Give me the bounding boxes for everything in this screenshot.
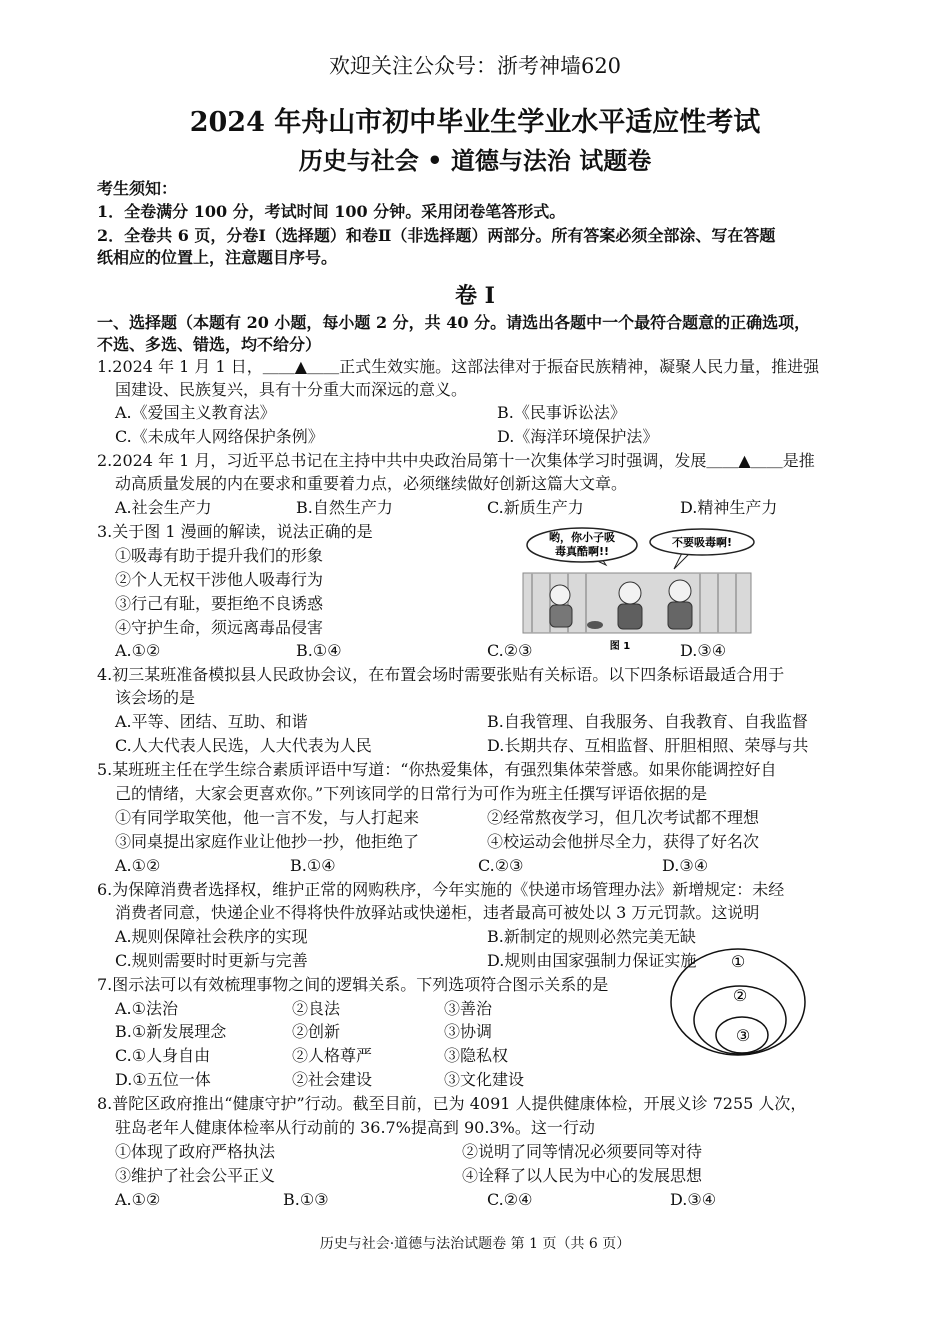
notice-item-2: 2．全卷共 6 页，分卷Ⅰ（选择题）和卷Ⅱ（非选择题）两部分。所有答案必须全部涂、写在答题 xyxy=(97,226,776,245)
q2-stem-cont: 动高质量发展的内在要求和重要着力点，必须继续做好创新这篇大文章。 xyxy=(115,474,628,493)
q8-option-a: A.①② xyxy=(115,1190,161,1209)
exam-title: 2024 年舟山市初中毕业生学业水平适应性考试 xyxy=(189,107,761,138)
q3-statement-3: ③行己有耻，要拒绝不良诱惑 xyxy=(115,594,324,613)
q8-statement-2: ②说明了同等情况必须要同等对待 xyxy=(462,1142,703,1161)
q3-statement-4: ④守护生命，须远离毒品侵害 xyxy=(115,618,324,637)
q3-statement-1: ①吸毒有助于提升我们的形象 xyxy=(115,546,324,565)
notice-item-2-cont: 纸相应的位置上，注意题目序号。 xyxy=(97,248,338,267)
watermark-text: 欢迎关注公众号：浙考神墙620 xyxy=(328,54,622,78)
q4-option-a: A.平等、团结、互助、和谐 xyxy=(115,712,308,731)
q3-option-b: B.①④ xyxy=(296,641,342,660)
q7-option-c-2: ②人格尊严 xyxy=(292,1046,373,1065)
q4-stem: 4.初三某班准备模拟县人民政协会议，在布置会场时需要张贴有关标语。以下四条标语最适合用于 xyxy=(97,665,785,684)
q8-option-c: C.②④ xyxy=(487,1190,533,1209)
comic-bubble-1-line-1: 哟，你小子吸 xyxy=(549,531,615,544)
q6-stem: 6.为保障消费者选择权，维护正常的网购秩序，今年实施的《快递市场管理办法》新增规定：未经 xyxy=(97,880,785,899)
q8-stem-cont: 驻岛老年人健康体检率从行动前的 36.7%提高到 90.3%。这一行动 xyxy=(115,1118,595,1137)
q5-option-b: B.①④ xyxy=(290,856,336,875)
q5-option-d: D.③④ xyxy=(662,856,709,875)
q3-stem: 3.关于图 1 漫画的解读，说法正确的是 xyxy=(97,522,373,541)
q8-statement-4: ④诠释了以人民为中心的发展思想 xyxy=(462,1166,703,1185)
q4-stem-cont: 该会场的是 xyxy=(115,688,196,707)
q4-option-b: B.自我管理、自我服务、自我教育、自我监督 xyxy=(487,712,808,731)
q1-option-d: D.《海洋环境保护法》 xyxy=(497,427,659,446)
q7-option-d-3: ③文化建设 xyxy=(444,1070,525,1089)
notice-item-1: 1．全卷满分 100 分，考试时间 100 分钟。采用闭卷笔答形式。 xyxy=(97,202,566,221)
q5-statement-1: ①有同学取笑他，他一言不发，与人打起来 xyxy=(115,808,420,827)
q2-option-a: A.社会生产力 xyxy=(115,498,212,517)
q5-statement-2: ②经常熬夜学习，但几次考试都不理想 xyxy=(487,808,760,827)
q7-option-d-2: ②社会建设 xyxy=(292,1070,373,1089)
q2-option-d: D.精神生产力 xyxy=(680,498,778,517)
q8-statement-3: ③维护了社会公平正义 xyxy=(115,1166,276,1185)
q6-stem-cont: 消费者同意，快递企业不得将快件放驿站或快递柜，违者最高可被处以 3 万元罚款。这说明 xyxy=(115,903,760,922)
q7-stem: 7.图示法可以有效梳理事物之间的逻辑关系。下列选项符合图示关系的是 xyxy=(97,975,609,994)
notice-heading: 考生须知： xyxy=(97,179,178,198)
q6-option-a: A.规则保障社会秩序的实现 xyxy=(115,927,308,946)
q1-option-a: A.《爱国主义教育法》 xyxy=(115,403,276,422)
q7-option-b-2: ②创新 xyxy=(292,1022,341,1041)
q7-option-b: B.①新发展理念 xyxy=(115,1022,227,1041)
q8-option-d: D.③④ xyxy=(670,1190,717,1209)
circle-label-3: ③ xyxy=(735,1026,751,1045)
section1-instructions: 一、选择题（本题有 20 小题，每小题 2 分，共 40 分。请选出各题中一个最符合题意的正确选项， xyxy=(97,313,811,332)
q3-option-a: A.①② xyxy=(115,641,161,660)
q1-option-b: B.《民事诉讼法》 xyxy=(497,403,626,422)
q1-stem-cont: 国建设、民族复兴，具有十分重大而深远的意义。 xyxy=(115,380,468,399)
q8-statement-1: ①体现了政府严格执法 xyxy=(115,1142,276,1161)
q3-option-d: D.③④ xyxy=(680,641,727,660)
q7-option-a: A.①法治 xyxy=(115,999,178,1018)
circle-label-2: ② xyxy=(732,986,748,1005)
q6-option-b: B.新制定的规则必然完美无缺 xyxy=(487,927,696,946)
page-footer: 历史与社会·道德与法治试题卷 第 1 页（共 6 页） xyxy=(319,1236,631,1252)
q6-option-c: C.规则需要时时更新与完善 xyxy=(115,951,308,970)
circle-label-1: ① xyxy=(730,952,746,971)
q5-statement-3: ③同桌提出家庭作业让他抄一抄，他拒绝了 xyxy=(115,832,420,851)
q8-stem: 8.普陀区政府推出“健康守护”行动。截至目前，已为 4091 人提供健康体检，开展义诊 7255 人次， xyxy=(97,1094,807,1113)
comic-figure xyxy=(520,525,770,655)
q4-option-d: D.长期共存、互相监督、肝胆相照、荣辱与共 xyxy=(487,736,809,755)
q1-option-c: C.《未成年人网络保护条例》 xyxy=(115,427,324,446)
q5-statement-4: ④校运动会他拼尽全力，获得了好名次 xyxy=(487,832,760,851)
comic-bubble-2: 不要吸毒啊! xyxy=(671,536,733,549)
nested-circles-diagram xyxy=(668,945,818,1060)
q5-stem-cont: 己的情绪，大家会更喜欢你。”下列该同学的日常行为可作为班主任撰写评语依据的是 xyxy=(115,784,708,803)
comic-bubble-1-line-2: 毒真酷啊!! xyxy=(554,545,610,558)
figure-1-label: 图 1 xyxy=(609,641,631,652)
q3-option-c: C.②③ xyxy=(487,641,533,660)
q2-option-c: C.新质生产力 xyxy=(487,498,584,517)
q7-option-c-3: ③隐私权 xyxy=(444,1046,509,1065)
q4-option-c: C.人大代表人民选，人大代表为人民 xyxy=(115,736,372,755)
q7-option-a-2: ②良法 xyxy=(292,999,341,1018)
q7-option-b-3: ③协调 xyxy=(444,1022,493,1041)
section1-instructions-cont: 不选、多选、错选，均不给分） xyxy=(97,335,322,354)
comic-illustration xyxy=(520,525,770,655)
q5-stem: 5.某班班主任在学生综合素质评语中写道：“你热爱集体，有强烈集体荣誉感。如果你能调控好自 xyxy=(97,760,777,779)
q1-stem: 1.2024 年 1 月 1 日，＿＿▲＿＿正式生效实施。这部法律对于振奋民族精神，凝聚人民力量，推进强 xyxy=(97,357,820,376)
q7-option-a-3: ③善治 xyxy=(444,999,493,1018)
q8-option-b: B.①③ xyxy=(283,1190,329,1209)
q2-stem: 2.2024 年 1 月，习近平总书记在主持中共中央政治局第十一次集体学习时强调，发展＿＿▲＿＿是推 xyxy=(97,451,815,470)
q2-option-b: B.自然生产力 xyxy=(296,498,393,517)
q7-option-c: C.①人身自由 xyxy=(115,1046,211,1065)
q6-option-d: D.规则由国家强制力保证实施 xyxy=(487,951,697,970)
q5-option-a: A.①② xyxy=(115,856,161,875)
q3-statement-2: ②个人无权干涉他人吸毒行为 xyxy=(115,570,324,589)
exam-subtitle: 历史与社会 • 道德与法治 试题卷 xyxy=(298,146,652,175)
q7-option-d: D.①五位一体 xyxy=(115,1070,211,1089)
section-title: 卷 I xyxy=(455,283,495,309)
q5-option-c: C.②③ xyxy=(478,856,524,875)
